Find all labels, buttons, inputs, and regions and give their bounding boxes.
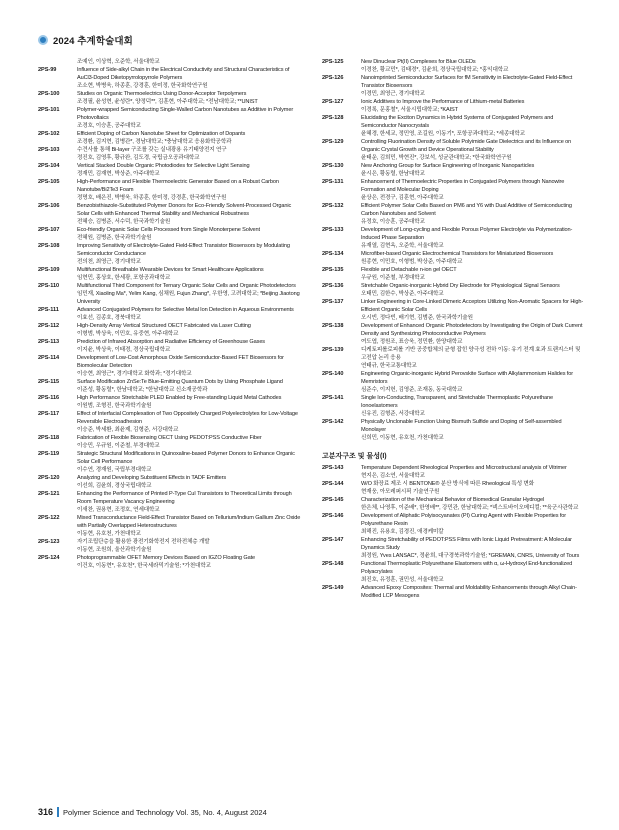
program-entry: [38, 66, 305, 90]
entry-authors: 유정호, 이승훈, 공주대학교: [361, 219, 425, 225]
page-header-title: 2024 추계학술대회: [53, 36, 133, 47]
entry-code: 2PS-120: [38, 475, 60, 481]
entry-code: 2PS-130: [322, 163, 344, 169]
entry-code: 2PS-125: [322, 59, 344, 65]
entry-authors: 심준수, 이지헌, 김영준, 조재동, 동국대학교: [361, 387, 463, 393]
entry-authors: 조경필, 윤성현, 윤성란*, 양정덕**, 김훈현, 아주대학교; *전남대학교; **UNIST: [77, 99, 258, 105]
entry-authors: 오시빈, 정다빈, 배기현, 김범준, 한국과학기술원: [361, 315, 473, 321]
entry-authors: 임현민, 홍상호, 한세광, 포항공과대학교: [77, 275, 171, 281]
entry-code: 2PS-123: [38, 539, 60, 545]
entry-title: Enhancement of Thermoelectric Properties in Conjugated Polymers through Nanowire Formation and Molecular Doping: [361, 179, 565, 193]
entry-authors: 조소현, 박병욱, 하종훈, 강경훈, 한미정, 한국화학연구원: [77, 83, 208, 89]
program-entry: [38, 58, 305, 66]
entry-title: Controlling Fluorination Density of Soluble Polyimide Gate Dielectrics and its Influence on Organic Crystal Growth and Device Operational Stability: [361, 139, 572, 153]
entry-title: Advanced Conjugated Polymers for Selective Metal Ion Detection in Aqueous Environments: [77, 307, 294, 313]
program-entry: [322, 394, 584, 418]
entry-code: 2PS-103: [38, 147, 60, 153]
entry-authors: 이지윤, 박상욱, 이태경, 경상국립대학교: [77, 347, 171, 353]
program-entry: [322, 298, 584, 322]
entry-code: 2PS-104: [38, 163, 60, 169]
entry-title: Multifunctional Breathable Wearable Devices for Smart Healthcare Applications: [77, 267, 264, 273]
entry-title: Flexible and Detachable n-ion gel OECT: [361, 267, 457, 273]
program-entry: [38, 90, 305, 106]
entry-title: Influence of Side-alkyl Chain in the Electrical Conductivity and Structural Characteristics of AuCl3-Doped Diketopyrrolopyrrole Polymers: [77, 67, 290, 81]
entry-title: Polymer-wrapped Semiconducting Single-Walled Carbon Nanotubes as Additive in Polymer Photovoltaics: [77, 107, 294, 121]
entry-title: Temperature Dependent Rheological Properties and Microstructural analysis of Vitrimer: [361, 465, 567, 471]
entry-code: 2PS-141: [322, 395, 344, 401]
entry-code: 2PS-105: [38, 179, 60, 185]
entry-code: 2PS-114: [38, 355, 60, 361]
entry-authors: 이승준, 박세환, 최윤제, 김형준, 서강대학교: [77, 427, 179, 433]
entry-title: Multifunctional Third Component for Ternary Organic Solar Cells and Organic Photodetectors: [77, 283, 296, 289]
right-column: [322, 58, 584, 600]
program-entry: [38, 226, 305, 242]
entry-authors: 윤혜경, 한세교, 정민영, 조길원, 이동기*, 포항공과대학교; *세종대학교: [361, 131, 525, 137]
entry-title: New Dinuclear Pt(II) Complexes for Blue OLEDs: [361, 59, 476, 65]
entry-authors: 전혜승, 김병준, 서수덕, 한국과학기술원: [77, 219, 171, 225]
program-entry: [38, 354, 305, 378]
entry-title: Analyzing and Developing Substituent Effects in TADF Emitters: [77, 475, 227, 481]
program-entry: [322, 282, 584, 298]
entry-code: 2PS-144: [322, 481, 344, 487]
program-entry: [322, 250, 584, 266]
entry-title: High Performance Stretchable PLED Enabled by Free-standing Liquid Metal Cathodes: [77, 395, 282, 401]
entry-title: Ionic Additives to Improve the Performance of Lithium-metal Batteries: [361, 99, 525, 105]
entry-code: 2PS-149: [322, 585, 344, 591]
program-entry: [322, 464, 584, 480]
entry-title: Enhancing Stretchability of PEDOT:PSS Films with Ionic Liquid Pretreatment: A Molecular Dynamics Study: [361, 537, 572, 551]
entry-authors: 여도엽, 정원조, 표승욱, 정민환, 한양대학교: [361, 339, 463, 345]
entry-title: Development of Long-cycling and Flexible Porous Polymer Electrolyte via Polymerization-Induced Phase Separation: [361, 227, 573, 241]
entry-title: Development of Enhanced Organic Photodetectors by Investigating the Origin of Dark Current Density and Synthesizing Photoconductive Polymers: [361, 323, 583, 337]
entry-authors: 이경민, 최영근, 경기대학교: [361, 91, 425, 97]
entry-title: Strategic Structural Modifications in Quinoxaline-based Polymer Donors to Enhance Organic Solar Cell Performance: [77, 451, 295, 465]
entry-code: 2PS-137: [322, 299, 344, 305]
entry-authors: 이수연, 경재원, 국립부경대학교: [77, 467, 152, 473]
entry-authors: 최진호, 유정훈, 권민성, 서울대학교: [361, 577, 444, 583]
entry-code: 2PS-100: [38, 91, 60, 97]
entry-authors: 전혜원, 김병준, 한국과학기술원: [77, 235, 152, 241]
program-entry: [38, 538, 305, 554]
program-entry: [322, 202, 584, 226]
program-entry: [38, 130, 305, 146]
program-entry: [38, 202, 305, 226]
program-entry: [38, 282, 305, 306]
entry-title: Advanced Epoxy Composites: Thermal and Moldability Enhancements through Alkyl Chain-Modified LCP Mesogens: [361, 585, 577, 599]
entry-code: 2PS-134: [322, 251, 344, 257]
entry-code: 2PS-110: [38, 283, 60, 289]
entry-title: Mixed Transconductance Field-Effect Transistor Based on Tellurium/Indium Gallium Zinc Oxide with Partially Overlapped Heterostructures: [77, 515, 301, 529]
entry-authors: 이원범, 조형진, 한국과학기술원: [77, 403, 152, 409]
entry-title: Efficient Polymer Solar Cells Based on PM6 and Y6 with Dual Additive of Semiconducting Carbon Nanotubes and Solvent: [361, 203, 572, 217]
entry-code: 2PS-112: [38, 323, 60, 329]
left-column: [38, 58, 305, 570]
program-entry: [322, 346, 584, 370]
program-entry: [38, 394, 305, 410]
footer-divider: [57, 807, 59, 817]
entry-authors: 우규원, 이준철, 부경대학교: [361, 275, 425, 281]
entry-code: 2PS-119: [38, 451, 60, 457]
program-entry: [322, 512, 584, 536]
program-entry: [38, 410, 305, 434]
entry-code: 2PS-101: [38, 107, 60, 113]
page-number: 316: [38, 807, 54, 817]
entry-code: 2PS-106: [38, 203, 60, 209]
program-entry: [322, 496, 584, 512]
entry-authors: 현지은, 김소연, 서울대학교: [361, 473, 425, 479]
entry-title: Vertical Stacked Double Organic Photodiodes for Selective Light Sensing: [77, 163, 250, 169]
entry-code: 2PS-145: [322, 497, 344, 503]
program-entry: [322, 322, 584, 346]
entry-code: 2PS-143: [322, 465, 344, 471]
program-entry: [38, 306, 305, 322]
entry-authors: 원종현, 이민호, 이형범, 박상준, 아주대학교: [361, 259, 463, 265]
entry-authors: 이경록, 문홍철*, 서울시립대학교; *KAIST: [361, 107, 458, 113]
page-header: [38, 33, 133, 47]
entry-authors: 신유진, 김형준, 서강대학교: [361, 411, 425, 417]
entry-authors: 이형범, 박상욱, 이민호, 유중현, 아주대학교: [77, 331, 179, 337]
program-entry: [38, 554, 305, 570]
entry-title: Microfiber-based Organic Electrochemical Transistors for Miniaturized Biosensors: [361, 251, 554, 257]
entry-authors: 이건호, 이동현*, 유호천*, 한국세라믹기술원; *가천대학교: [77, 563, 211, 569]
entry-title: Prediction of Infrared Absorption and Radiative Efficiency of Greenhouse Gases: [77, 339, 265, 345]
entry-code: 2PS-146: [322, 513, 344, 519]
entry-authors: 윤상은, 전경구, 김훈현, 아주대학교: [361, 195, 444, 201]
entry-title: Improving Sensitivity of Electrolyte-Gated Field-Effect Transistor Biosensors by Modulating Semiconductor Conductance: [77, 243, 290, 257]
entry-title: Fabrication of Flexible Biosensing OECT Using PEDOT:PSS Conductive Fiber: [77, 435, 262, 441]
entry-title: 수견사를 통해 Bi-layer 구조를 갖는 실내광용 유기태양전지 연구: [77, 147, 227, 153]
entry-title: Efficient Doping of Carbon Nanotube Sheet for Optimization of Dopants: [77, 131, 246, 137]
entry-authors: 윤시은, 황동렬, 한남대학교: [361, 171, 425, 177]
program-entry: [38, 338, 305, 354]
entry-title: Development of Aliphatic Polyisocyanates (PI) Curing Agent with Flexible Properties for Polyurethane Resin: [361, 513, 567, 527]
entry-code: 2PS-115: [38, 379, 60, 385]
program-entry: [38, 490, 305, 514]
right-column-entries: [322, 58, 584, 442]
right-column-section-entries: [322, 464, 584, 600]
entry-title: Eco-friendly Organic Solar Cells Processed from Single Monoterpene Solvent: [77, 227, 260, 233]
entry-authors: 최정원, Yves LANSAC*, 정윤희, 대구경북과학기술원; *GREMAN, CNRS, University of Tours: [361, 553, 580, 559]
entry-authors: 이동현, 유호천, 가천대학교: [77, 531, 141, 537]
entry-code: 2PS-138: [322, 323, 344, 329]
program-entry: [322, 178, 584, 202]
entry-code: 2PS-121: [38, 491, 60, 497]
entry-authors: 이경찬, 황교민*, 김태경*, 김윤희, 경상국립대학교; *홍익대학교: [361, 67, 509, 73]
entry-authors: 임민재, Xiaoling Ma*, Yelim Kang, 심채원, Fujun Zhang*, 우한영, 고려대학교; *Beijing Jiaotong University: [77, 291, 300, 305]
entry-title: New Anchoring Group for Surface Engineering of Inorganic Nanoparticles: [361, 163, 535, 169]
entry-authors: 이준성, 황동렬*, 한남대학교; *한남대학교 신소재공학과: [77, 387, 208, 393]
entry-code: 2PS-131: [322, 179, 344, 185]
program-entry: [38, 434, 305, 450]
entry-title: W/O 화장료 제조 시 BENTONE® 분산 방식에 따른 Rheological 특성 변화: [361, 481, 534, 487]
entry-title: Development of Low-Cost Amorphous Oxide Semiconductor-Based FET Biosensors for Biomolecular Detection: [77, 355, 284, 369]
page-footer: [38, 806, 267, 818]
program-entry: [322, 480, 584, 496]
entry-code: 2PS-140: [322, 371, 344, 377]
entry-code: 2PS-102: [38, 131, 60, 137]
entry-code: 2PS-117: [38, 411, 60, 417]
program-entry: [322, 560, 584, 584]
entry-authors: 연태규, 한국교통대학교: [361, 363, 417, 369]
entry-authors: 오태민, 김한수, 박상준, 아주대학교: [361, 291, 444, 297]
entry-authors: 조경호, 이승훈, 공주대학교: [77, 123, 141, 129]
entry-code: 2PS-129: [322, 139, 344, 145]
entry-code: 2PS-109: [38, 267, 60, 273]
entry-code: 2PS-132: [322, 203, 344, 209]
entry-title: Characterization of the Mechanical Behavior of Biomedical Granular Hydrogel: [361, 497, 545, 503]
entry-title: 디케토피롤로피롤 기반 공중합체의 균형 잡힌 양극성 전하 이동: 유기 전계 효과 트랜지스터 및 고전압 논리 응용: [361, 347, 581, 361]
entry-authors: 이승현, 최영근*, 경기대학교 화학과; *경기대학교: [77, 371, 192, 377]
entry-authors: 정명호, 배은진, 박병욱, 하종훈, 한미정, 강경훈, 한국화학연구원: [77, 195, 227, 201]
program-entry: [38, 146, 305, 162]
entry-authors: 이승민, 우규원, 이준철, 부경대학교: [77, 443, 160, 449]
entry-authors: 이동현, 조원희, 울산과학기술원: [77, 547, 152, 553]
entry-title: Nanoimprinted Semiconductor Surfaces for fM Sensitivity in Electrolyte-Gated Field-Effect Transistor Biosensors: [361, 75, 573, 89]
entry-authors: 정진호, 김영후, 황규완, 김도경, 국립금오공과대학교: [77, 155, 200, 161]
entry-title: Studies on Organic Thermoelectrics Using Donor-Acceptor Terpolymers: [77, 91, 247, 97]
entry-authors: 조예인, 이상혁, 오준학, 서울대학교: [77, 59, 160, 65]
program-entry: [38, 162, 305, 178]
entry-authors: 조경환, 김지현, 김병관*, 경남대학교; *충남대학교 응용화학공학과: [77, 139, 232, 145]
entry-code: 2PS-135: [322, 267, 344, 273]
program-entry: [322, 370, 584, 394]
entry-code: 2PS-113: [38, 339, 60, 345]
program-entry: [38, 514, 305, 538]
program-entry: [38, 378, 305, 394]
program-entry: [322, 266, 584, 282]
entry-authors: 신희민, 이동현, 유호천, 가천대학교: [361, 435, 444, 441]
entry-code: 2PS-124: [38, 555, 60, 561]
entry-title: Functional Thermoplastic Polyurethane Elastomers with α, ω-Hydroxyl End-functionalized Polyacrylates: [361, 561, 573, 575]
program-entry: [322, 584, 584, 600]
entry-code: 2PS-148: [322, 561, 344, 567]
entry-code: 2PS-116: [38, 395, 60, 401]
entry-title: Effect of Interfacial Complexation of Two Oppositely Charged Polyelectrolytes for Low-Voltage Reversible Electroadhesion: [77, 411, 298, 425]
program-entry: [322, 114, 584, 138]
program-entry: [322, 58, 584, 74]
journal-citation: Polymer Science and Technology Vol. 35, No. 4, August 2024: [63, 807, 267, 817]
entry-code: 2PS-122: [38, 515, 60, 521]
program-entry: [38, 450, 305, 474]
entry-code: 2PS-118: [38, 435, 60, 441]
entry-code: 2PS-111: [38, 307, 59, 313]
program-entry: [38, 106, 305, 130]
entry-title: Elucidating the Exciton Dynamics in Hybrid Systems of Conjugated Polymers and Semiconductor Nanocrystals: [361, 115, 554, 129]
entry-title: Linker Engineering in Core-Linked Dimeric Acceptors Utilizing Non-Aromatic Spacers for High-Efficient Organic Solar Cells: [361, 299, 584, 313]
entry-title: 자기조립단층을 활용한 광전기화학전지 전하전체층 개발: [77, 539, 210, 545]
entry-code: 2PS-136: [322, 283, 344, 289]
bullet-icon: [38, 35, 48, 45]
entry-code: 2PS-126: [322, 75, 344, 81]
entry-authors: 이선희, 김윤희, 경상국립대학교: [77, 483, 152, 489]
entry-code: 2PS-128: [322, 115, 344, 121]
entry-authors: 한은체, 나영후, 이준배*, 한영배**, 강민관, 한남대학교; *넥스트바이오메디컬; **육군사관학교: [361, 505, 579, 511]
entry-code: 2PS-127: [322, 99, 344, 105]
entry-code: 2PS-139: [322, 347, 344, 353]
entry-code: 2PS-99: [38, 67, 57, 73]
section-heading: 고분자구조 및 물성(I): [322, 453, 387, 460]
program-entry: [38, 474, 305, 490]
entry-title: Engineering Organic-inorganic Hybrid Perovskite Surface with Alkylammonium Halides for Memristors: [361, 371, 573, 385]
program-entry: [38, 266, 305, 282]
entry-title: Stretchable Organic-inorganic Hybrid Dry Electrode for Physiological Signal Sensors: [361, 283, 560, 289]
program-entry: [38, 242, 305, 266]
entry-authors: 최해진, 유용호, 김경진, 애경케미칼: [361, 529, 444, 535]
entry-title: High-Performance and Flexible Thermoelectric Generator Based on a Robust Carbon Nanotube/Bi2Te3 Foam: [77, 179, 279, 193]
entry-title: Benzobisthiazole-Substituted Polymer Donors for Eco-Friendly Solvent-Processed Organic Solar Cells with Enhanced Thermal Stability and Mechanical Robustness: [77, 203, 292, 217]
program-entry: [322, 162, 584, 178]
entry-authors: 이새찬, 권용현, 조정호, 연세대학교: [77, 507, 160, 513]
entry-authors: 유재열, 김현옥, 오준학, 서울대학교: [361, 243, 444, 249]
program-entry: [38, 322, 305, 338]
entry-code: 2PS-108: [38, 243, 60, 249]
entry-title: Surface Modification ZnSe:Te Blue-Emitting Quantum Dots by Using Phosphate Ligand: [77, 379, 283, 385]
entry-title: Single Ion-Conducting, Transparent, and Stretchable Thermoplastic Polyurethane Ionoelastomers: [361, 395, 554, 409]
program-entry: [322, 98, 584, 114]
entry-title: Enhancing the Performance of Printed P-Type CuI Transistors to Theoretical Limits through Room Temperature Vacancy Engineering: [77, 491, 292, 505]
entry-authors: 전의천, 최영근, 경기대학교: [77, 259, 141, 265]
entry-title: Physically Unclonable Function Using Bismuth Sulfide and Doping of Self-assembled Monolayer: [361, 419, 562, 433]
entry-code: 2PS-107: [38, 227, 60, 233]
program-entry: [322, 536, 584, 560]
entry-code: 2PS-142: [322, 419, 344, 425]
entry-authors: 정재민, 김재현, 박상준, 아주대학교: [77, 171, 160, 177]
program-entry: [322, 226, 584, 250]
entry-authors: 이효선, 김종호, 경북대학교: [77, 315, 141, 321]
entry-code: 2PS-147: [322, 537, 344, 543]
program-entry: [322, 138, 584, 162]
entry-title: Photoprogrammable OFET Memory Devices Based on IGZO Floating Gate: [77, 555, 256, 561]
entry-title: High-Density Array Vertical Structured OECT Fabricated via Laser Cutting: [77, 323, 251, 329]
program-entry: [38, 178, 305, 202]
program-entry: [322, 418, 584, 442]
program-entry: [322, 74, 584, 98]
entry-code: 2PS-133: [322, 227, 344, 233]
entry-authors: 현재웅, 아모레퍼시픽 기술연구원: [361, 489, 440, 495]
entry-authors: 윤태운, 김희민, 박현진*, 강보석, 성균관대학교; *한국화학연구원: [361, 155, 512, 161]
